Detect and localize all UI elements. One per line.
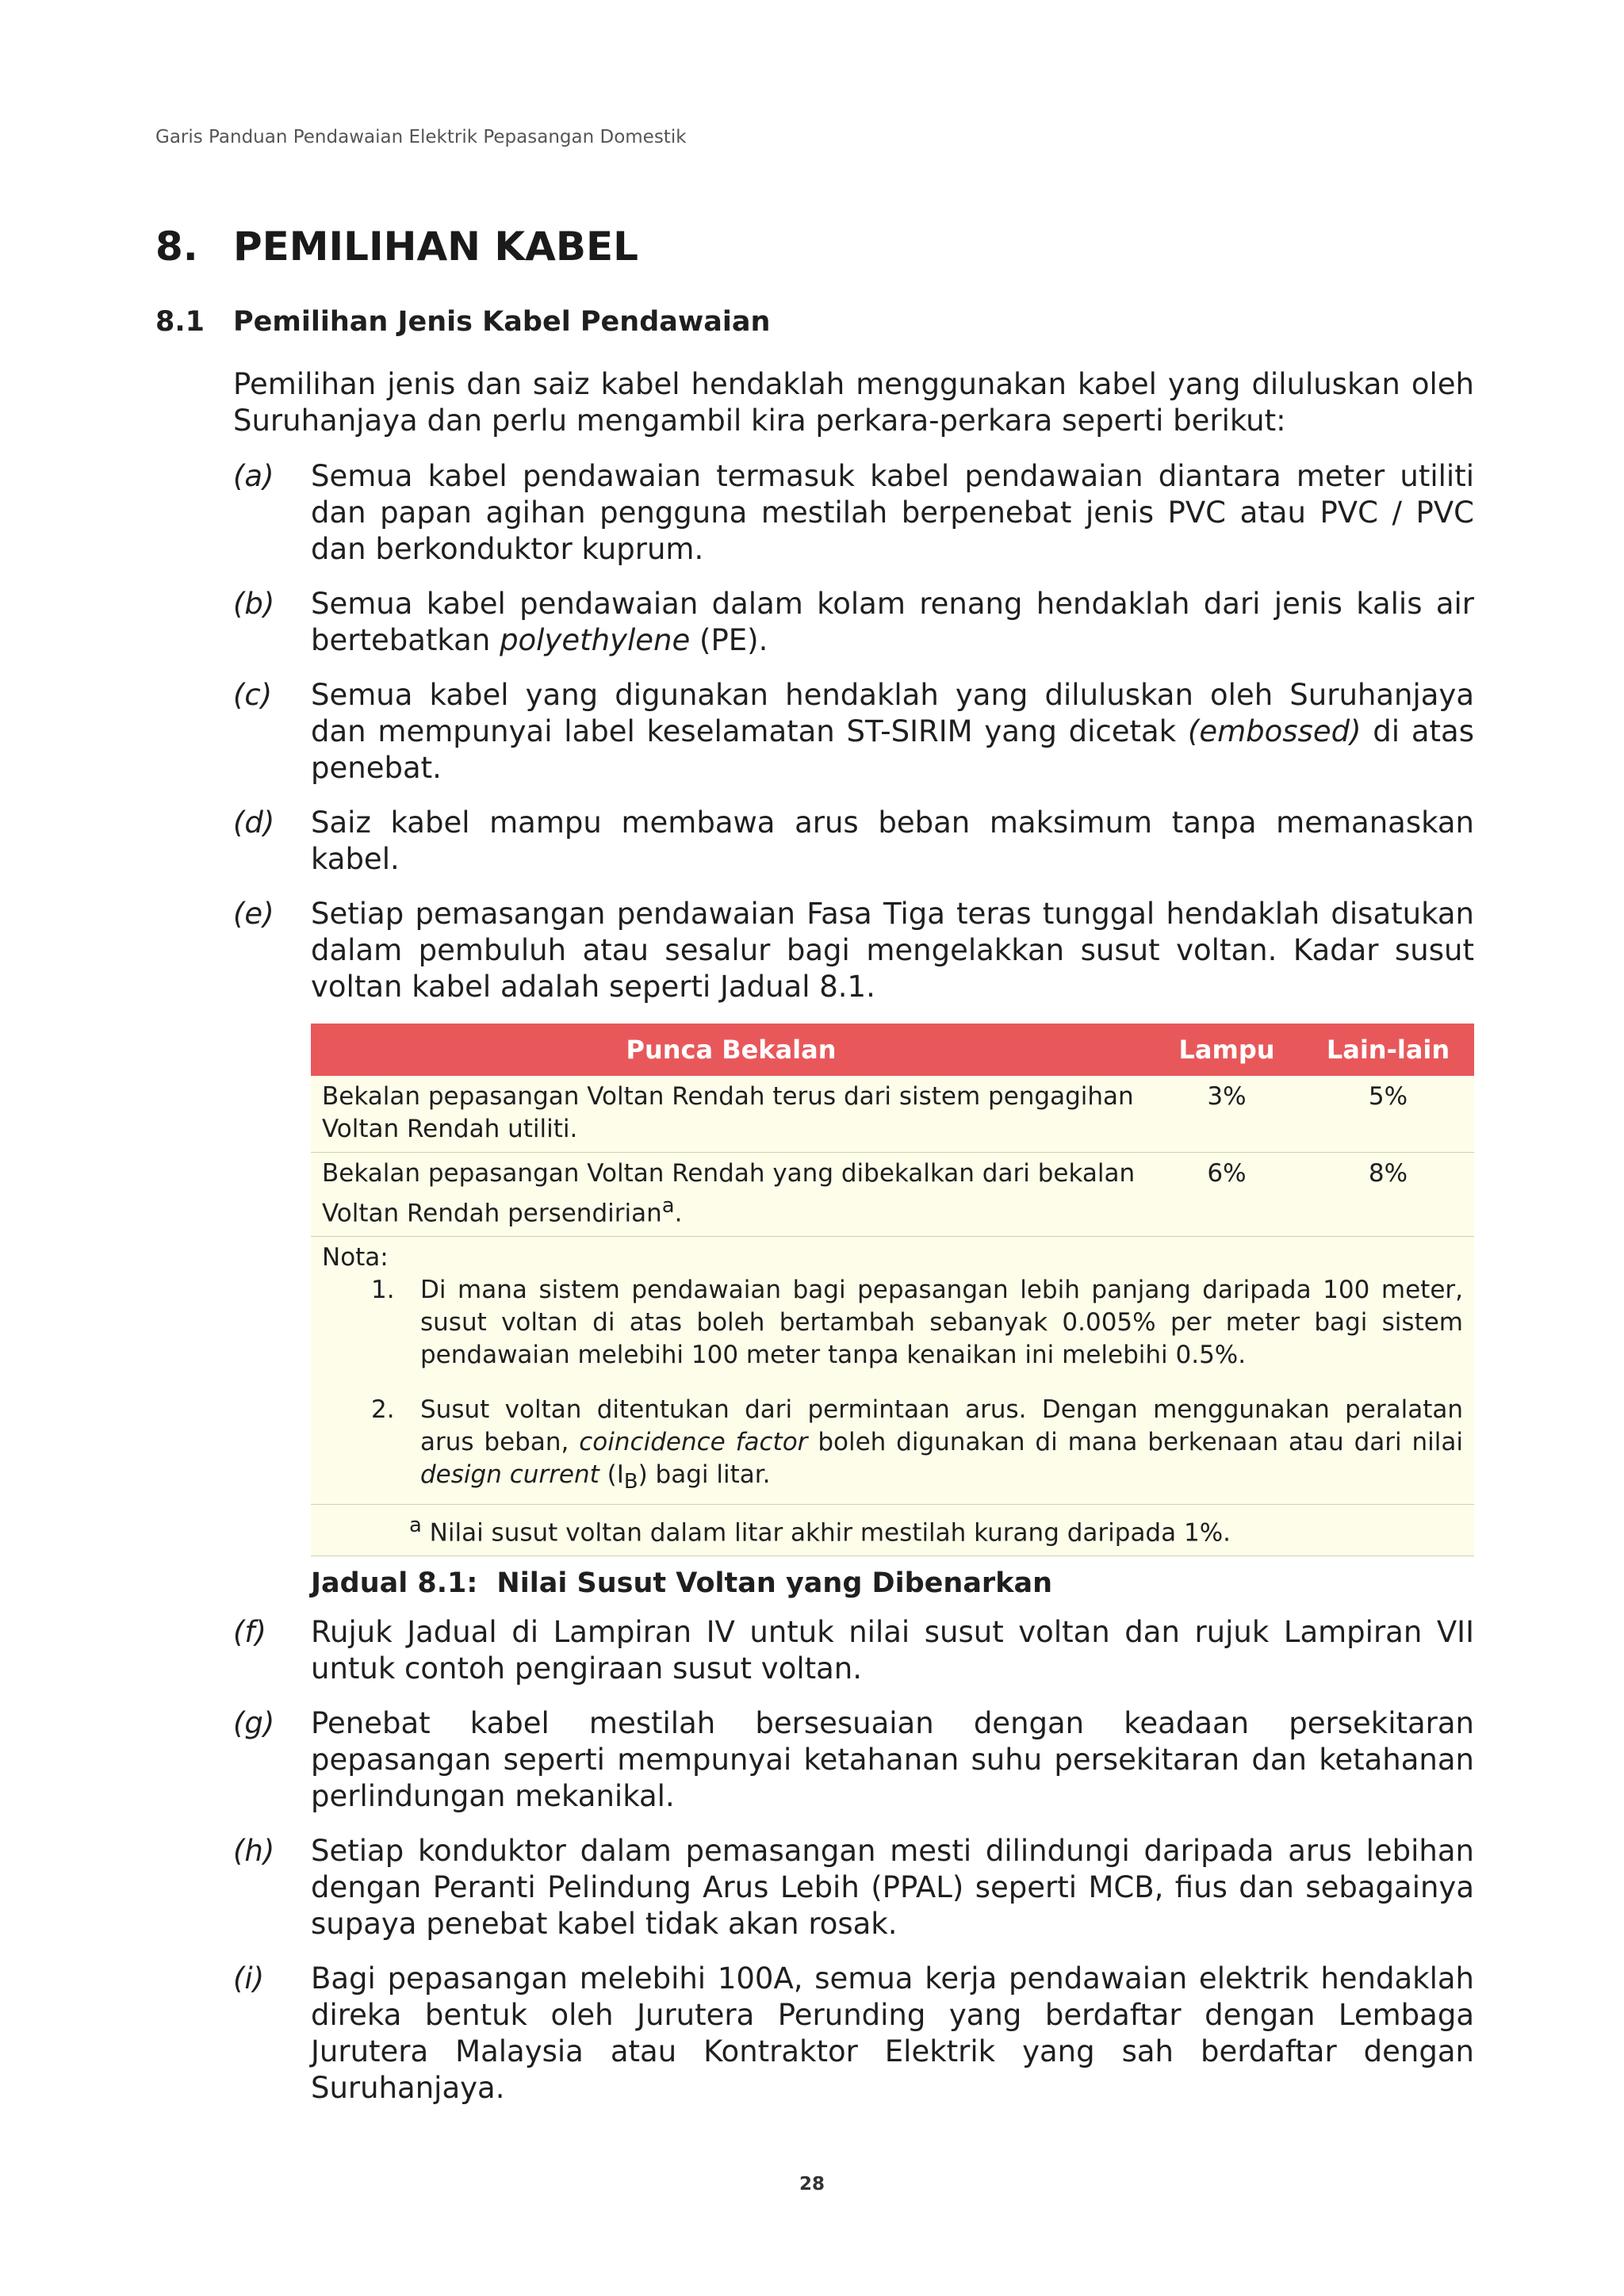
item-text-end: di atas penebat. bbox=[311, 714, 1474, 785]
footnote-cell bbox=[311, 1504, 1474, 1556]
note-italic-term: design current bbox=[420, 1460, 599, 1490]
item-text-end: (PE). bbox=[690, 623, 768, 657]
table-caption bbox=[311, 1567, 1474, 1600]
item-label: (b) bbox=[233, 587, 275, 621]
table-header-row bbox=[311, 1024, 1474, 1076]
note-number: 2. bbox=[371, 1395, 395, 1425]
item-label: (h) bbox=[233, 1833, 275, 1868]
item-text: Semua kabel pendawaian termasuk kabel pendawaian diantara meter utiliti dan papan agihan pengguna mestilah berpenebat jenis PVC atau PVC / PVC dan berkonduktor kuprum. bbox=[311, 459, 1474, 566]
section-content bbox=[233, 366, 1474, 2125]
caption-title: Nilai Susut Voltan yang Dibenarkan bbox=[496, 1567, 1053, 1599]
item-label: (f) bbox=[233, 1614, 266, 1649]
item-text: Setiap pemasangan pendawaian Fasa Tiga teras tunggal hendaklah disatukan dalam pembuluh atau sesalur bagi mengelakkan susut voltan. Kadar susut voltan kabel adalah seperti Jadual 8.1. bbox=[311, 897, 1474, 1004]
chapter-title: PEMILIHAN KABEL bbox=[233, 224, 638, 270]
item-label: (c) bbox=[233, 678, 273, 712]
footnote-text: Nilai susut voltan dalam litar akhir mestilah kurang daripada 1%. bbox=[421, 1517, 1231, 1547]
note-item-1 bbox=[322, 1274, 1463, 1372]
table-row bbox=[311, 1076, 1474, 1153]
row-lamp-value: 6% bbox=[1151, 1153, 1302, 1237]
voltage-drop-table-block bbox=[311, 1024, 1474, 1600]
row-source-end: . bbox=[674, 1199, 683, 1228]
item-text: Saiz kabel mampu membawa arus beban maksimum tanpa memanaskan kabel. bbox=[311, 806, 1474, 876]
chapter-number: 8. bbox=[155, 224, 198, 270]
list-item-i bbox=[233, 1961, 1474, 2107]
voltage-drop-table bbox=[311, 1024, 1474, 1556]
note-text: (I bbox=[599, 1460, 624, 1490]
header-lamp: Lampu bbox=[1151, 1024, 1302, 1076]
page-number: 28 bbox=[799, 2174, 825, 2195]
list-item-f bbox=[233, 1614, 1474, 1687]
notes-cell bbox=[311, 1237, 1474, 1504]
item-label: (i) bbox=[233, 1961, 265, 1996]
row-other-value: 8% bbox=[1302, 1153, 1474, 1237]
note-text: Di mana sistem pendawaian bagi pepasangan lebih panjang daripada 100 meter, susut voltan di atas boleh bertambah sebanyak 0.005% per meter bagi sistem pendawaian melebihi 100 meter tanpa kenaikan ini melebihi 0.5%. bbox=[420, 1276, 1463, 1370]
header-supply-source: Punca Bekalan bbox=[311, 1024, 1151, 1076]
row-lamp-value: 3% bbox=[1151, 1076, 1302, 1153]
item-label: (g) bbox=[233, 1705, 275, 1740]
note-item-2 bbox=[322, 1394, 1463, 1498]
note-text: boleh digunakan di mana berkenaan atau dari nilai bbox=[807, 1428, 1463, 1457]
row-source bbox=[311, 1153, 1151, 1237]
header-other: Lain-lain bbox=[1302, 1024, 1474, 1076]
item-text: Penebat kabel mestilah bersesuaian dengan keadaan persekitaran pepasangan seperti mempunyai ketahanan suhu persekitaran dan ketahanan perlindungan mekanikal. bbox=[311, 1705, 1474, 1813]
section-title: Pemilihan Jenis Kabel Pendawaian bbox=[233, 306, 771, 338]
row-other-value: 5% bbox=[1302, 1076, 1474, 1153]
note-number: 1. bbox=[371, 1276, 395, 1305]
note-text: Susut voltan ditentukan dari permintaan arus. Dengan menggunakan peralatan arus beban, bbox=[420, 1395, 1463, 1457]
notes-title: Nota: bbox=[322, 1243, 389, 1272]
row-source: Bekalan pepasangan Voltan Rendah terus dari sistem pengagihan Voltan Rendah utiliti. bbox=[311, 1076, 1151, 1153]
caption-label: Jadual 8.1: bbox=[311, 1567, 478, 1599]
section-number: 8.1 bbox=[155, 306, 205, 338]
note-italic-term: coincidence factor bbox=[579, 1428, 808, 1457]
row-source-text: Bekalan pepasangan Voltan Rendah yang dibekalkan dari bekalan Voltan Rendah persendirian bbox=[322, 1159, 1136, 1228]
footnote-mark: a bbox=[409, 1513, 422, 1537]
item-text: Rujuk Jadual di Lampiran IV untuk nilai susut voltan dan rujuk Lampiran VII untuk contoh pengiraan susut voltan. bbox=[311, 1614, 1474, 1686]
superscript-mark: a bbox=[661, 1194, 675, 1218]
item-label: (a) bbox=[233, 459, 274, 493]
list-item-c bbox=[233, 677, 1474, 786]
item-text: Semua kabel yang digunakan hendaklah yang diluluskan oleh Suruhanjaya dan mempunyai label keselamatan ST-SIRIM yang dicetak bbox=[311, 678, 1474, 748]
chapter-heading bbox=[155, 224, 638, 270]
item-italic-term: polyethylene bbox=[500, 623, 691, 657]
item-text: Semua kabel pendawaian dalam kolam renang hendaklah dari jenis kalis air bertebatkan bbox=[311, 587, 1474, 657]
item-label: (d) bbox=[233, 806, 275, 840]
list-item-d bbox=[233, 805, 1474, 878]
section-heading bbox=[155, 306, 770, 338]
notes-row bbox=[311, 1237, 1474, 1504]
item-text: Bagi pepasangan melebihi 100A, semua kerja pendawaian elektrik hendaklah direka bentuk oleh Jurutera Perunding yang berdaftar dengan Lembaga Jurutera Malaysia atau Kontraktor Elektrik yang sah berdaftar dengan Suruhanjaya. bbox=[311, 1961, 1474, 2105]
list-item-e bbox=[233, 896, 1474, 1005]
intro-paragraph: Pemilihan jenis dan saiz kabel hendaklah menggunakan kabel yang diluluskan oleh Suruhanjaya dan perlu mengambil kira perkara-perkara seperti berikut: bbox=[233, 367, 1474, 438]
item-label: (e) bbox=[233, 897, 274, 931]
list-item-g bbox=[233, 1705, 1474, 1815]
subscript-b: B bbox=[623, 1470, 638, 1494]
list-item-a bbox=[233, 458, 1474, 568]
item-text: Setiap konduktor dalam pemasangan mesti dilindungi daripada arus lebihan dengan Peranti Pelindung Arus Lebih (PPAL) seperti MCB, fius dan sebagainya supaya penebat kabel tidak akan rosak. bbox=[311, 1833, 1474, 1941]
table-row bbox=[311, 1153, 1474, 1237]
list-item-h bbox=[233, 1833, 1474, 1942]
item-italic-term: (embossed) bbox=[1187, 714, 1362, 748]
footnote-row bbox=[311, 1504, 1474, 1556]
running-header: Garis Panduan Pendawaian Elektrik Pepasangan Domestik bbox=[155, 127, 687, 147]
note-text: ) bagi litar. bbox=[638, 1460, 771, 1490]
list-item-b bbox=[233, 586, 1474, 659]
